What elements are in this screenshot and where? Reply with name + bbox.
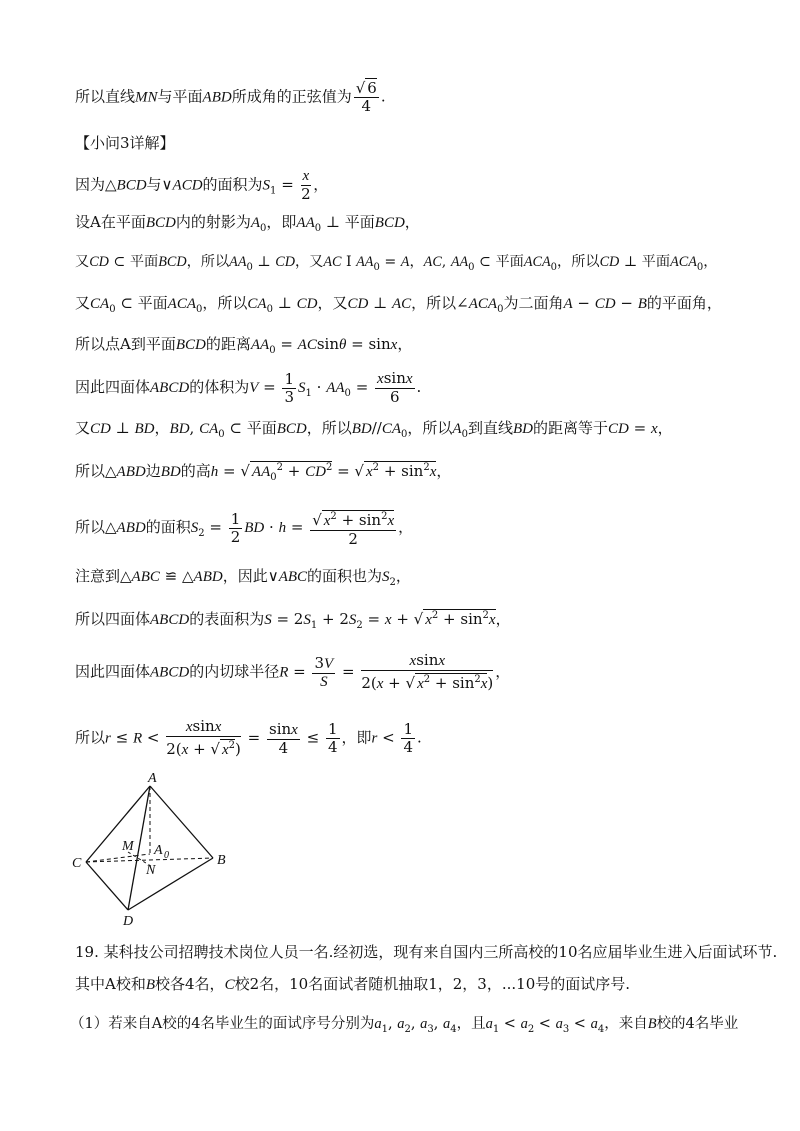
section-heading: 【小问3详解】 xyxy=(75,134,175,152)
line-3: 因为△BCD与∨ACD的面积为$S_1$ = $\frac{x}{2}$ ， xyxy=(75,168,329,203)
tetrahedron-figure xyxy=(68,770,248,930)
line-4: 设A在平面BCD内的射影为$A_0$，即$AA_0$ ⊥ 平面BCD， xyxy=(75,213,420,234)
label-D: D xyxy=(123,914,134,929)
label-C: C xyxy=(72,856,82,871)
label-A0: A xyxy=(154,843,163,858)
line-5: 又CD ⊂ 平面BCD，所以$AA_0$ ⊥ CD，又AC I $AA_0 = A$，AC, $AA_0$ ⊂ 平面$ACA_0$，所以CD ⊥ 平面$ACA_0$， xyxy=(75,254,718,273)
edge-CA0-hidden xyxy=(86,854,150,862)
label-N: N xyxy=(146,863,156,878)
edge-CD xyxy=(86,862,128,910)
line-14: 因此四面体ABCD的内切球半径R = $\frac{3V}{S}$ = $\frac{xsinx}{2(x + √ x^2 + \sin^2x)}$ ， xyxy=(75,651,511,692)
label-B: B xyxy=(217,853,226,868)
line-10: 所以△ABD边BD的高h = √ $AA_0^2 + CD^2$ = √ $x^2 + \sin^2x$， xyxy=(75,462,452,483)
label-A: A xyxy=(148,771,157,786)
line-9: 又CD ⊥ BD，BD, $CA_0$ ⊂ 平面BCD，所以$BD//CA_0$，所以$A_0$到直线BD的距离等于CD = x， xyxy=(75,419,673,440)
tetrahedron-diagram xyxy=(68,770,248,930)
line-15: 所以r ≤ R < $\frac{xsinx}{2(x + √ x^2)}$ = $\frac{\sin x}{4}$ ≤ $\frac{1}{4}$ ，即r < $\frac{1}{4}$ . xyxy=(75,717,422,758)
line-8: 因此四面体ABCD的体积为V = $\frac{1}{3}$ $S_1 \cdot AA_0$ = $\frac{xsinx}{6}$ . xyxy=(75,369,422,406)
question-19-part-1: （1）若来自A校的4名毕业生的面试序号分别为$a_1$, $a_2$, $a_3$, $a_4$，且$a_1 < a_2 < a_3 < a_4$，来自B校的4名毕业 xyxy=(70,1016,739,1035)
question-19-line-2: 其中A校和B校各4名，C校2名，10名面试者随机抽取1，2，3，...10号的面试序号. xyxy=(75,975,631,993)
line-13: 所以四面体ABCD的表面积为$S = 2S_1 + 2S_2 = x$ + √ $x^2 + \sin^2x$， xyxy=(75,610,511,631)
label-A0-subscript: 0 xyxy=(164,850,169,861)
line-6: 又$CA_0$ ⊂ 平面$ACA_0$，所以$CA_0$ ⊥ CD，又CD ⊥ AC，所以$\angle ACA_0$为二面角A − CD − B的平面角， xyxy=(75,294,722,315)
line-7: 所以点A到平面BCD的距离$AA_0 = ACsin\theta = \sin x$， xyxy=(75,335,413,356)
edge-CB-hidden xyxy=(86,858,213,862)
edge-AC xyxy=(86,786,150,862)
question-19-line-1: 19. 某科技公司招聘技术岗位人员一名.经初选，现有来自国内三所高校的10名应届毕业生进入后面试环节. xyxy=(75,943,778,961)
edge-DB xyxy=(128,858,213,910)
line-12: 注意到△ABC ≌ △ABD，因此∨ABC的面积也为$S_2$， xyxy=(75,567,411,588)
label-M: M xyxy=(122,839,134,854)
line-11: 所以△ABD的面积$S_2$ = $\frac{1}{2}$ BD · h = $\frac{√ x^2 + \sin^2x}{2}$ ， xyxy=(75,509,414,548)
line-1: 所以直线MN与平面ABD所成角的正弦值为 $\frac{√ 6}{4}$ . xyxy=(75,79,386,115)
